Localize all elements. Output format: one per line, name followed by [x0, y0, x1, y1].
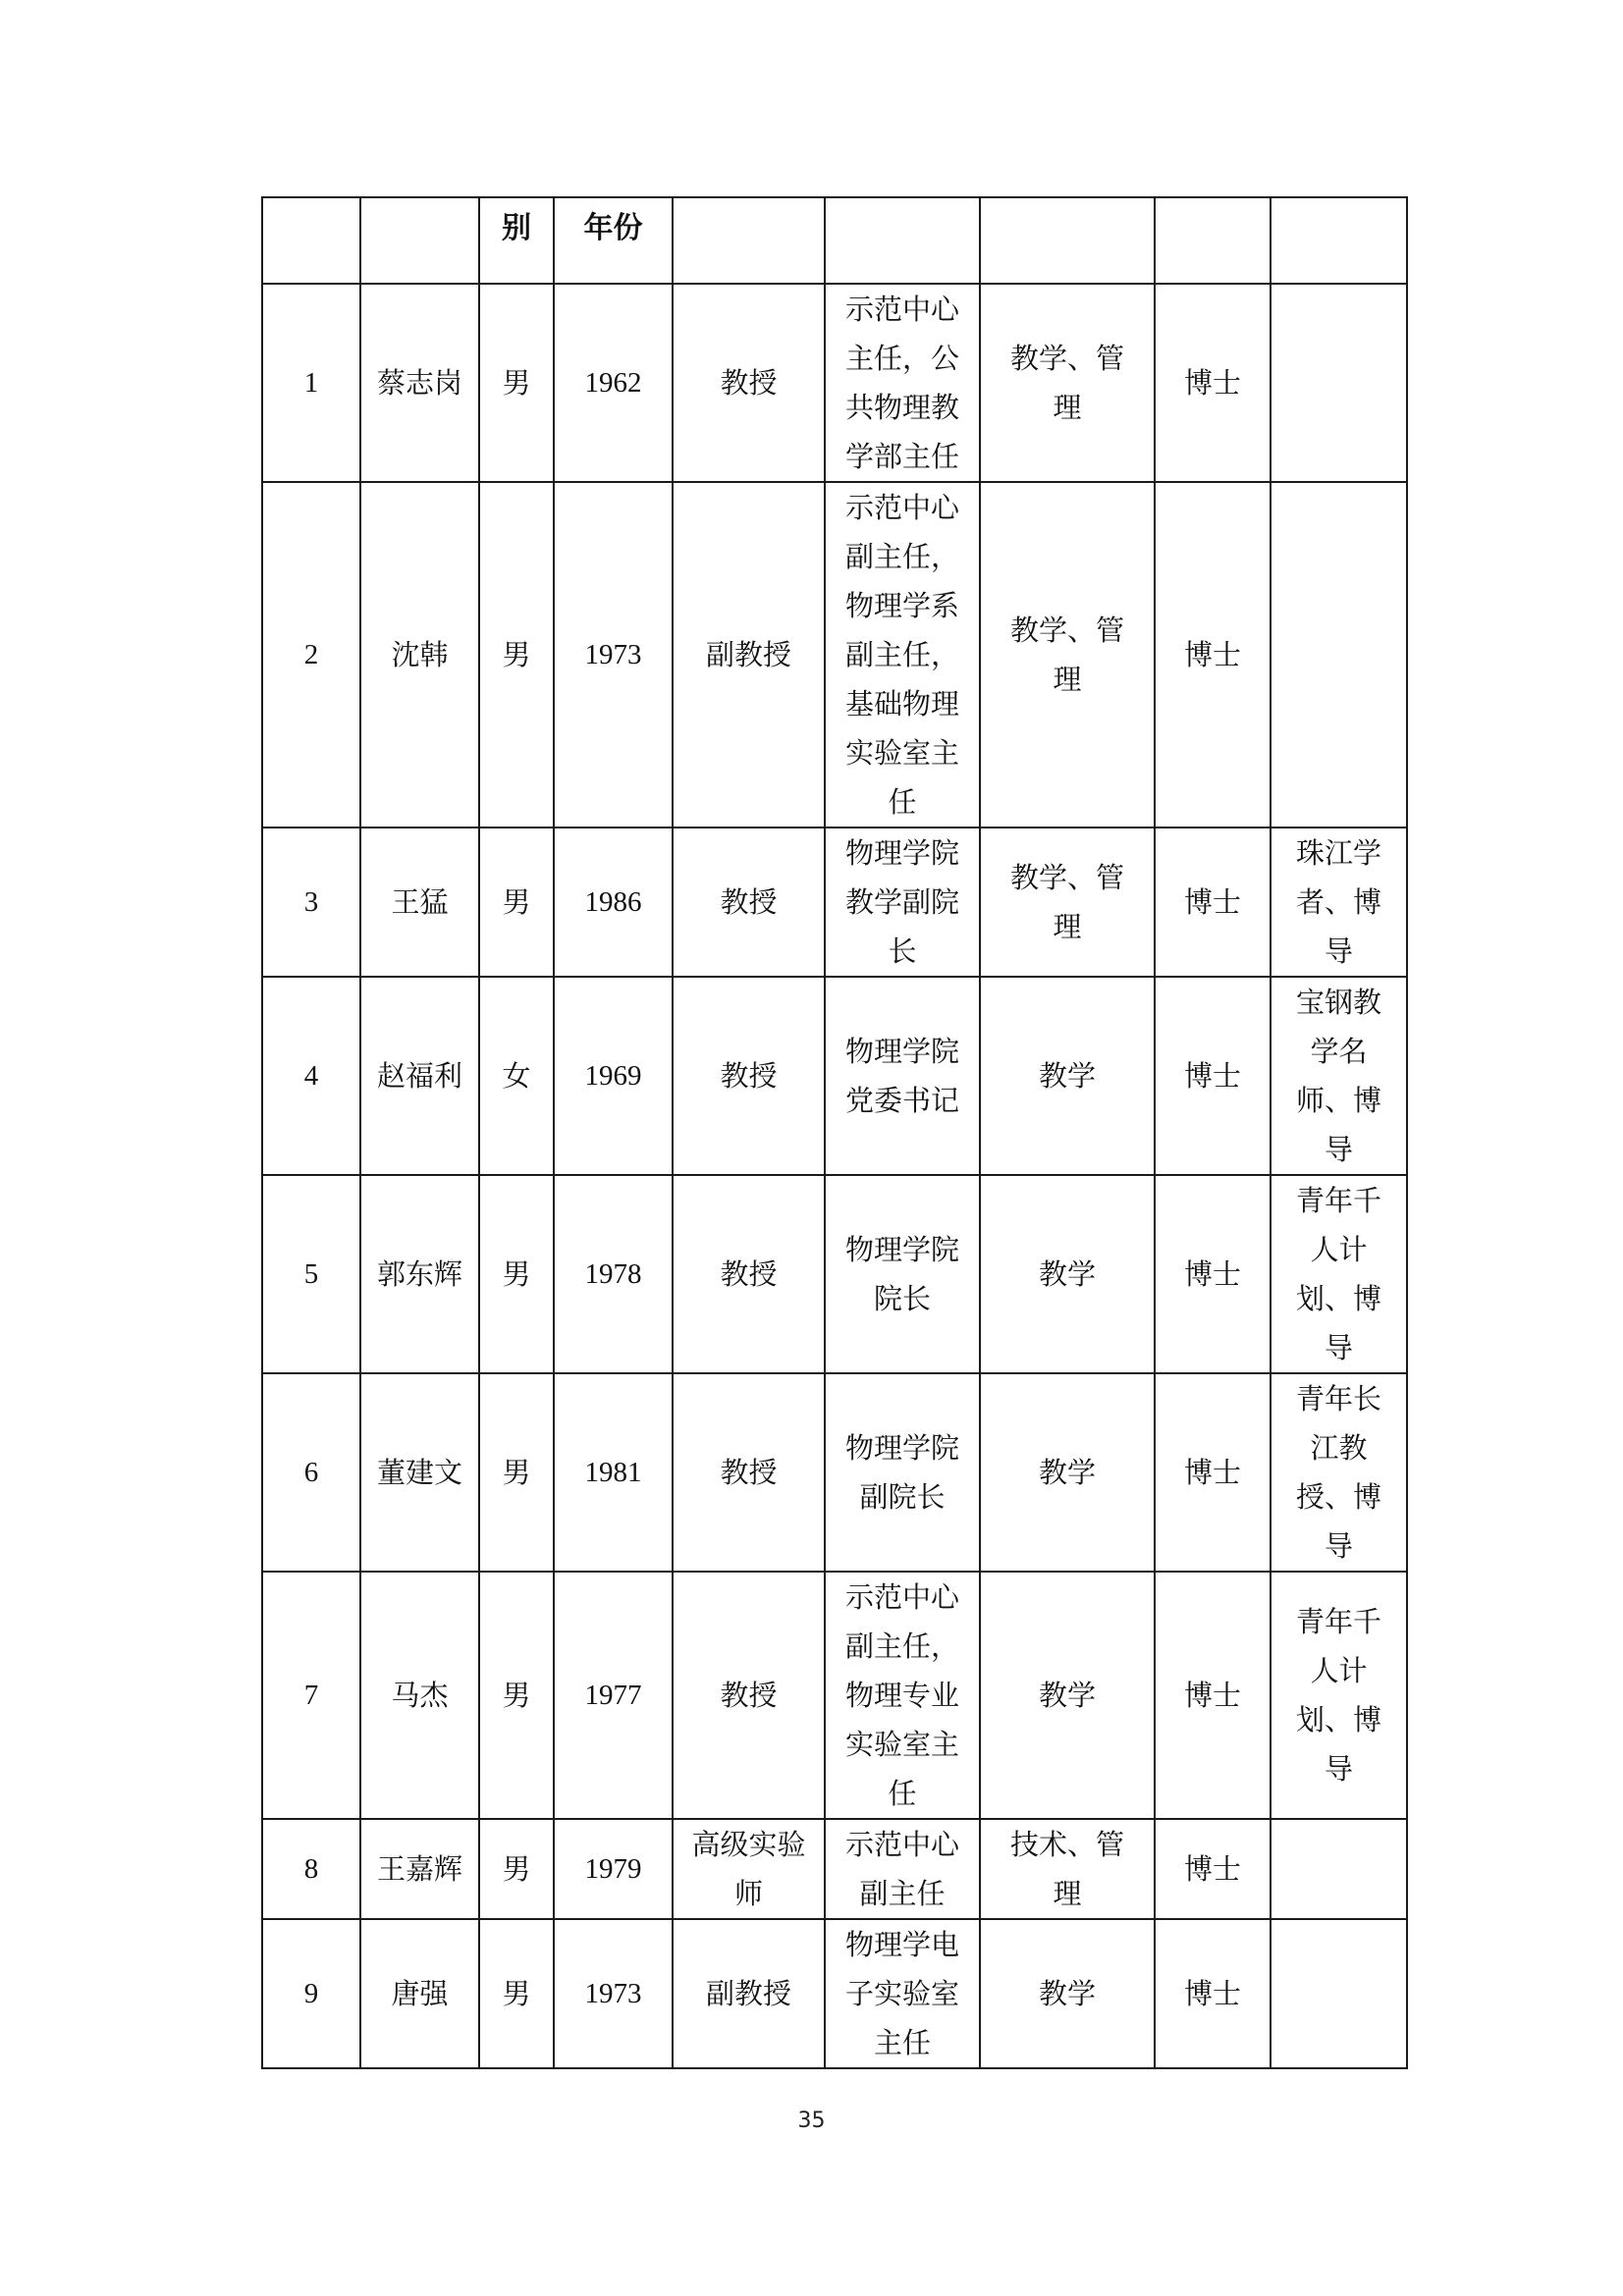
duty-text: 教学、管理 — [1009, 614, 1124, 696]
cell-gender: 男 — [479, 1175, 554, 1373]
cell-gender: 男 — [479, 1373, 554, 1572]
cell-duty — [980, 1572, 1155, 1819]
cell-year: 1969 — [554, 977, 673, 1175]
cell-title — [673, 1819, 825, 1919]
cell-gender: 男 — [479, 1819, 554, 1919]
cell-gender: 男 — [479, 284, 554, 482]
duty-text: 技术、管理 — [1009, 1828, 1124, 1910]
table-row — [262, 1819, 1407, 1919]
cell-name: 王猛 — [360, 828, 479, 977]
cell-duty — [980, 1175, 1155, 1373]
cell-no: 5 — [262, 1175, 360, 1373]
cell-name: 沈韩 — [360, 482, 479, 828]
header-cell-no — [262, 197, 360, 284]
header-cell-birth-year: 年份 — [554, 197, 673, 284]
cell-title: 教授 — [673, 1572, 825, 1819]
cell-duty — [980, 1919, 1155, 2068]
cell-name: 董建文 — [360, 1373, 479, 1572]
cell-duty — [980, 482, 1155, 828]
cell-gender: 男 — [479, 1572, 554, 1819]
duty-text: 教学 — [1038, 1257, 1096, 1291]
table-row — [262, 1373, 1407, 1572]
staff-table — [261, 196, 1408, 2069]
cell-no: 1 — [262, 284, 360, 482]
cell-name: 赵福利 — [360, 977, 479, 1175]
cell-no: 8 — [262, 1819, 360, 1919]
cell-gender: 男 — [479, 828, 554, 977]
table-header-row — [262, 197, 1407, 284]
note-text: 青年长江教授、博导 — [1295, 1382, 1381, 1563]
position-text: 示范中心主任，公共物理教学部主任 — [844, 293, 959, 473]
cell-no: 3 — [262, 828, 360, 977]
cell-name: 唐强 — [360, 1919, 479, 2068]
cell-year: 1981 — [554, 1373, 673, 1572]
cell-gender: 男 — [479, 482, 554, 828]
cell-title: 教授 — [673, 1175, 825, 1373]
position-text: 示范中心副主任 — [844, 1828, 959, 1910]
cell-name: 马杰 — [360, 1572, 479, 1819]
cell-note — [1271, 1373, 1407, 1572]
cell-note — [1271, 1572, 1407, 1819]
position-text: 物理学院党委书记 — [844, 1035, 959, 1117]
cell-title: 教授 — [673, 1373, 825, 1572]
header-cell-note — [1271, 197, 1407, 284]
cell-note — [1271, 1919, 1407, 2068]
cell-position — [825, 1819, 980, 1919]
cell-year: 1962 — [554, 284, 673, 482]
cell-degree: 博士 — [1155, 1819, 1271, 1919]
cell-year: 1977 — [554, 1572, 673, 1819]
cell-no: 2 — [262, 482, 360, 828]
cell-name: 郭东辉 — [360, 1175, 479, 1373]
table-row — [262, 284, 1407, 482]
cell-position — [825, 284, 980, 482]
cell-note — [1271, 482, 1407, 828]
cell-duty — [980, 284, 1155, 482]
table-row — [262, 1572, 1407, 1819]
duty-text: 教学 — [1038, 1679, 1096, 1712]
table-row — [262, 482, 1407, 828]
cell-title: 教授 — [673, 977, 825, 1175]
title-text: 高级实验师 — [691, 1828, 806, 1910]
cell-gender: 男 — [479, 1919, 554, 2068]
cell-name: 蔡志岗 — [360, 284, 479, 482]
cell-name: 王嘉辉 — [360, 1819, 479, 1919]
header-cell-degree — [1155, 197, 1271, 284]
cell-position — [825, 1373, 980, 1572]
cell-gender: 女 — [479, 977, 554, 1175]
cell-degree: 博士 — [1155, 1373, 1271, 1572]
cell-title: 教授 — [673, 828, 825, 977]
position-text: 物理学院教学副院长 — [844, 836, 959, 968]
position-text: 物理学院副院长 — [844, 1431, 959, 1514]
cell-title: 教授 — [673, 284, 825, 482]
duty-text: 教学 — [1038, 1456, 1096, 1489]
cell-position — [825, 1919, 980, 2068]
cell-note — [1271, 284, 1407, 482]
note-text: 青年千人计划、博导 — [1295, 1184, 1381, 1364]
cell-year: 1973 — [554, 482, 673, 828]
cell-duty — [980, 1373, 1155, 1572]
position-text: 示范中心副主任，物理专业实验室主任 — [844, 1580, 959, 1810]
cell-note — [1271, 1175, 1407, 1373]
cell-note — [1271, 1819, 1407, 1919]
table-row — [262, 1175, 1407, 1373]
cell-position — [825, 828, 980, 977]
cell-degree: 博士 — [1155, 284, 1271, 482]
cell-year: 1978 — [554, 1175, 673, 1373]
header-cell-duty — [980, 197, 1155, 284]
cell-no: 6 — [262, 1373, 360, 1572]
cell-duty — [980, 977, 1155, 1175]
cell-year: 1979 — [554, 1819, 673, 1919]
duty-text: 教学 — [1038, 1059, 1096, 1093]
duty-text: 教学、管理 — [1009, 342, 1124, 424]
cell-no: 9 — [262, 1919, 360, 2068]
cell-title: 副教授 — [673, 482, 825, 828]
table-row — [262, 977, 1407, 1175]
cell-degree: 博士 — [1155, 1572, 1271, 1819]
cell-year: 1986 — [554, 828, 673, 977]
cell-no: 4 — [262, 977, 360, 1175]
note-text: 珠江学者、博导 — [1295, 836, 1381, 968]
cell-note — [1271, 977, 1407, 1175]
header-cell-name — [360, 197, 479, 284]
position-text: 物理学电子实验室主任 — [844, 1928, 959, 2059]
cell-duty — [980, 828, 1155, 977]
cell-position — [825, 1175, 980, 1373]
header-cell-position — [825, 197, 980, 284]
cell-title: 副教授 — [673, 1919, 825, 2068]
table-row — [262, 1919, 1407, 2068]
position-text: 示范中心副主任，物理学系副主任，基础物理实验室主任 — [844, 491, 959, 819]
cell-position — [825, 482, 980, 828]
cell-degree: 博士 — [1155, 977, 1271, 1175]
cell-degree: 博士 — [1155, 828, 1271, 977]
note-text: 青年千人计划、博导 — [1295, 1605, 1381, 1786]
cell-degree: 博士 — [1155, 1175, 1271, 1373]
position-text: 物理学院院长 — [844, 1233, 959, 1315]
cell-position — [825, 977, 980, 1175]
page-number: 35 — [797, 2109, 826, 2133]
note-text: 宝钢教学名师、博导 — [1295, 986, 1381, 1166]
cell-no: 7 — [262, 1572, 360, 1819]
table-row — [262, 828, 1407, 977]
header-cell-title — [673, 197, 825, 284]
cell-degree: 博士 — [1155, 1919, 1271, 2068]
cell-duty — [980, 1819, 1155, 1919]
header-cell-gender: 别 — [479, 197, 554, 284]
cell-position — [825, 1572, 980, 1819]
cell-degree: 博士 — [1155, 482, 1271, 828]
duty-text: 教学、管理 — [1009, 861, 1124, 943]
cell-note — [1271, 828, 1407, 977]
cell-year: 1973 — [554, 1919, 673, 2068]
duty-text: 教学 — [1038, 1977, 1096, 2010]
